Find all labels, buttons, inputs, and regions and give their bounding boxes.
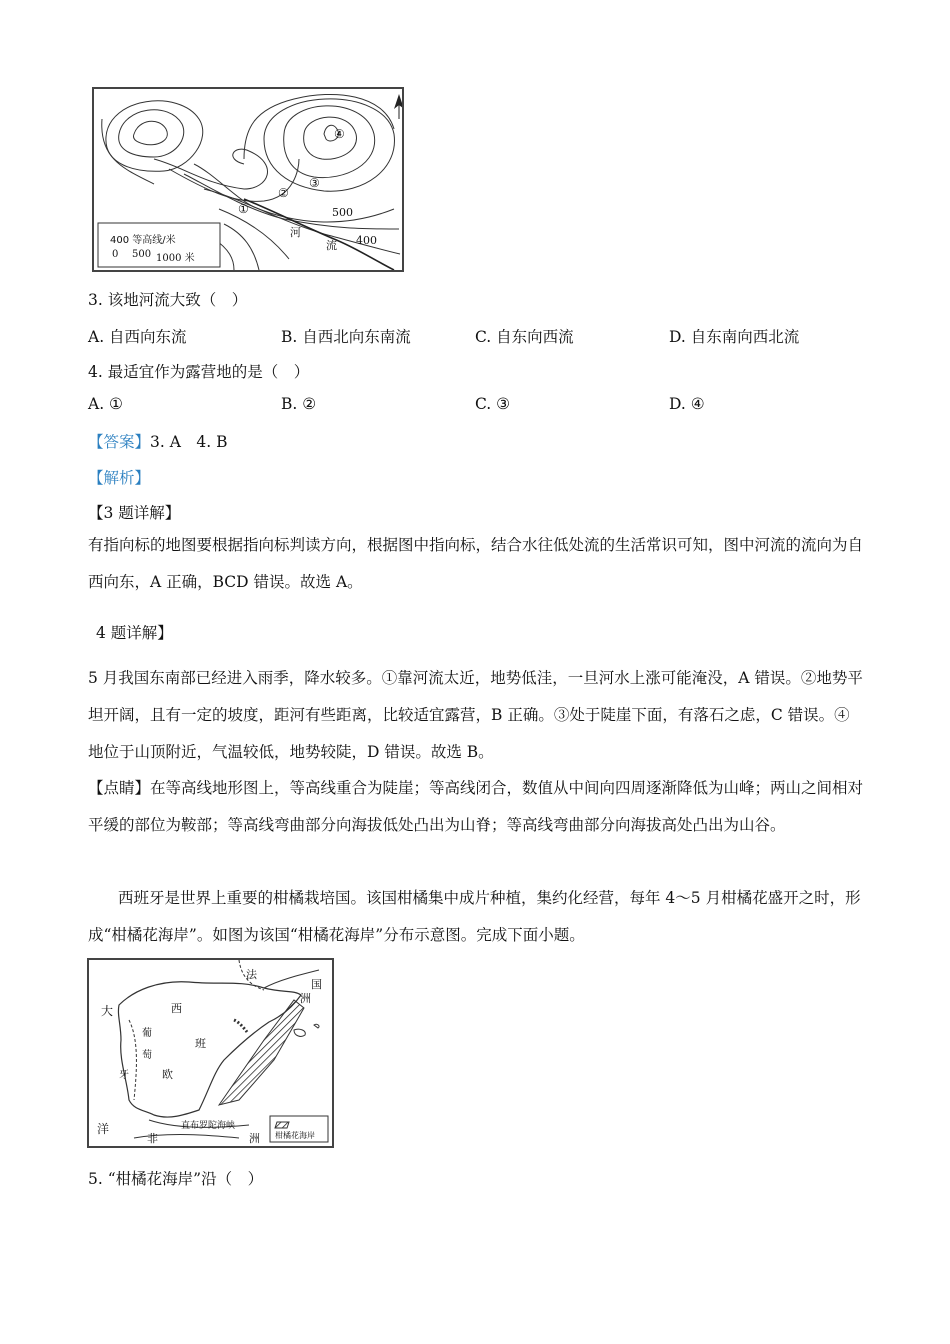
intro-paragraph: 西班牙是世界上重要的柑橘栽培国。该国柑橘集中成片种植，集约化经营，每年 4～5 月柑橘花盛开之时，形成“柑橘花海岸”。如图为该国“柑橘花海岸”分布示意图。完成下面小题。 [88, 889, 861, 944]
label-fei: 非 [147, 1132, 158, 1145]
q3-option-a: A. 自西向东流 [88, 328, 187, 346]
q4-option-b: B. ② [281, 395, 317, 413]
detail4-text: 5 月我国东南部已经进入雨季，降水较多。①靠河流太近，地势低洼，一旦河水上涨可能淹没，A 错误。②地势平坦开阔，且有一定的坡度，距河有些距离，比较适宜露营，B 正确。③处于陡崖下面，有落石之虑，C 错误。④地位于山顶附近，气温较低，地势较陡，D 错误。故选 B。 [88, 669, 863, 761]
label-zhou-af: 洲 [249, 1132, 260, 1145]
analysis-label: 【解析】 [88, 469, 151, 487]
detail4-title: 4 题详解】 [96, 624, 173, 642]
tip-paragraph [88, 770, 864, 844]
scale-500: 500 [132, 249, 152, 260]
scale-0: 0 [112, 249, 119, 260]
answer-label: 【答案】 [88, 433, 151, 451]
q3-option-d: D. 自东南向西北流 [669, 328, 800, 346]
q5-stem: 5. “柑橘花海岸”沿（ ） [88, 1170, 264, 1188]
q4-option-d: D. ④ [669, 395, 705, 413]
label-guo: 国 [311, 978, 322, 991]
contour-label-400: 400 [356, 234, 377, 247]
label-gibraltar: 直布罗陀海峡 [181, 1121, 236, 1131]
label-xi: 西 [171, 1002, 182, 1015]
label-ou: 欧 [162, 1068, 173, 1081]
answer-text: 3. A 4. B [150, 433, 228, 451]
legend-contour: 400 等高线/米 [110, 235, 176, 246]
tip-text: 在等高线地形图上，等高线重合为陡崖；等高线闭合，数值从中间向四周逐渐降低为山峰；两山之间相对平缓的部位为鞍部；等高线弯曲部分向海拔低处凸出为山脊；等高线弯曲部分向海拔高处凸出为山谷。 [88, 779, 864, 834]
q3-option-b: B. 自西北向东南流 [281, 328, 411, 346]
tip-label: 【点睛】 [88, 779, 151, 797]
label-pu: 葡 [142, 1028, 152, 1039]
spain-map-figure [87, 958, 334, 1148]
point-2: ② [278, 186, 289, 200]
contour-map-figure [92, 87, 404, 272]
legend-citrus-coast: 柑橘花海岸 [275, 1131, 315, 1140]
point-4: ④ [334, 127, 345, 141]
q4-option-c: C. ③ [475, 395, 511, 413]
label-yang: 洋 [97, 1122, 110, 1136]
point-3: ③ [309, 176, 320, 190]
river-label-2: 流 [326, 239, 337, 252]
q3-stem: 3. 该地河流大致（ ） [88, 291, 248, 309]
label-da: 大 [101, 1004, 114, 1018]
detail3-title: 【3 题详解】 [88, 504, 181, 522]
label-fa: 法 [246, 968, 257, 981]
label-tao: 萄 [142, 1050, 152, 1061]
q3-option-c: C. 自东向西流 [475, 328, 574, 346]
q4-option-a: A. ① [88, 395, 123, 413]
river-label-1: 河 [290, 226, 301, 239]
point-1: ① [238, 202, 249, 216]
contour-label-500: 500 [332, 206, 353, 219]
answer-line [88, 430, 228, 452]
q4-stem: 4. 最适宜作为露营地的是（ ） [88, 363, 310, 381]
label-zhou-eu: 洲 [300, 992, 311, 1005]
scale-1000: 1000 米 [156, 253, 195, 264]
detail3-text: 有指向标的地图要根据指向标判读方向，根据图中指向标，结合水往低处流的生活常识可知，图中河流的流向为自西向东，A 正确，BCD 错误。故选 A。 [88, 536, 864, 591]
label-ban: 班 [195, 1037, 206, 1050]
label-ya: 牙 [119, 1070, 129, 1081]
